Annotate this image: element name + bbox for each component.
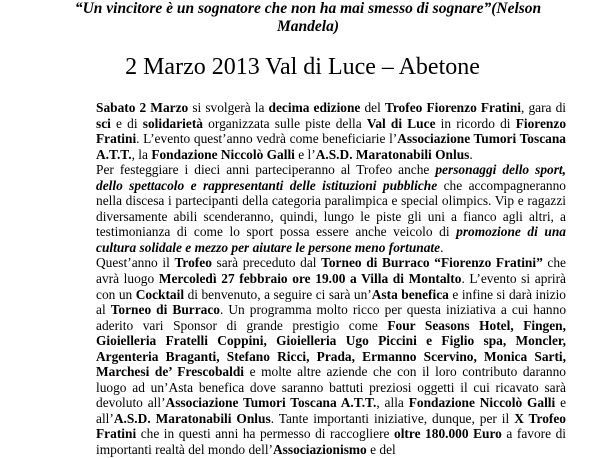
text: . Un programma molto ricco per questa iniziativa a cui hanno aderito vari Sponsor di grande prestigio come (96, 302, 567, 333)
text: . L’evento si aprirà con un (96, 271, 566, 302)
strong-text: Associazione Tumori Toscana A.T.T. (165, 395, 377, 411)
quote-line-2: Mandela) (277, 18, 339, 35)
strong-text: decima edizione (268, 100, 361, 115)
strong-text: Trofeo Fiorenzo Fratini (384, 100, 522, 115)
paragraph-3 (96, 255, 566, 457)
text: . Tante importanti iniziative, dunque, per il (270, 410, 515, 426)
quote (58, 0, 558, 36)
text: del (360, 100, 385, 115)
text: si svolgerà la (188, 100, 269, 115)
text: che in questi anni ha permesso di raccogliere (136, 426, 395, 442)
text: , gara di (521, 100, 566, 115)
text: Quest’anno il (96, 255, 175, 271)
text: , alla (376, 395, 409, 411)
strong-text: A.S.D. Maratonabili Onlus (113, 410, 271, 426)
strong-text: Torneo di Burraco “Fiorenzo Fratini” (321, 255, 543, 271)
strong-text: solidarietà (142, 115, 203, 131)
strong-text: Fondazione Niccolò Galli (151, 146, 295, 162)
strong-text: Trofeo (174, 255, 212, 271)
text: . (469, 146, 473, 162)
text: che avrà luogo (96, 255, 566, 287)
text: e infine si darà inizio al (96, 286, 566, 318)
page-title: 2 Marzo 2013 Val di Luce – Abetone (125, 54, 480, 80)
strong-text: Fiorenzo Fratini (96, 115, 567, 147)
strong-text: Associazionismo (273, 442, 367, 458)
text: a favore di importanti realtà del mondo dell’ (96, 426, 566, 458)
text: e del (366, 442, 396, 458)
text: . L’evento quest’anno vedrà come beneficiarie l’ (136, 131, 398, 147)
strong-italic-text: personaggi dello sport, dello spettacolo e rappresentanti delle istituzioni pubbliche (96, 162, 566, 193)
text: sarà preceduto dal (211, 255, 322, 271)
strong-text: A.S.D. Maratonabili Onlus (315, 146, 470, 162)
strong-text: Asta benefica (371, 286, 449, 302)
strong-text: Val di Luce (366, 115, 436, 131)
strong-text: oltre 180.000 Euro (394, 426, 502, 442)
paragraph-2 (96, 162, 566, 255)
text: organizzata sulle piste della (203, 115, 367, 131)
paragraph-1 (96, 100, 566, 162)
text: in ricordo di (435, 115, 516, 131)
text: , la (131, 146, 152, 162)
text: e molte altre aziende che con il loro contributo daranno luogo ad un’Asta benefica dove saranno battuti preziosi oggetti il cui ricavato sarà devoluto all’ (96, 364, 566, 411)
text: che accompagneranno nella discesa i partecipanti della categoria paralimpica e special olimpics. Vip e ragazzi diversamente abili scenderanno, quindi, lungo le piste gli uni a fianco agli altri, a testimonianza di come lo sport possa essere anche veicolo di (96, 177, 566, 240)
text: e l’ (294, 146, 316, 162)
strong-italic-text: promozione di una cultura solidale e mezzo per aiutare le persone meno fortunate (96, 224, 566, 255)
strong-text: Fondazione Niccolò Galli (408, 395, 556, 411)
text: e di (110, 115, 143, 131)
strong-text: Associazione Tumori Toscana A.T.T. (96, 131, 566, 162)
text: . (440, 239, 444, 255)
strong-text: X Trofeo Fratini (96, 410, 566, 442)
text: e all’ (96, 395, 567, 426)
strong-text: sci (96, 115, 111, 131)
strong-text: Mercoledì 27 febbraio ore 19.00 a Villa di Montalto (158, 271, 462, 287)
strong-text: Sabato 2 Marzo (96, 100, 189, 115)
text: Per festeggiare i dieci anni parteciperanno al Trofeo anche (96, 162, 436, 178)
strong-text: Cocktail (135, 286, 185, 302)
quote-line-1: “Un vincitore è un sognatore che non ha mai smesso di sognare”(Nelson (74, 0, 542, 17)
strong-text: Four Seasons Hotel, Fingen, Gioielleria Fratelli Coppini, Gioielleria Ugo Piccini e Figlio spa, Moncler, Argenteria Braganti, Stefano Ricci, Prada, Ermanno Scervino, Monica Sarti, Marchesi de’ Frescobaldi (96, 317, 566, 380)
strong-text: Torneo di Burraco (110, 302, 220, 318)
document-body (96, 100, 566, 458)
text: di benvenuto, a seguire ci sarà un’ (184, 286, 372, 302)
